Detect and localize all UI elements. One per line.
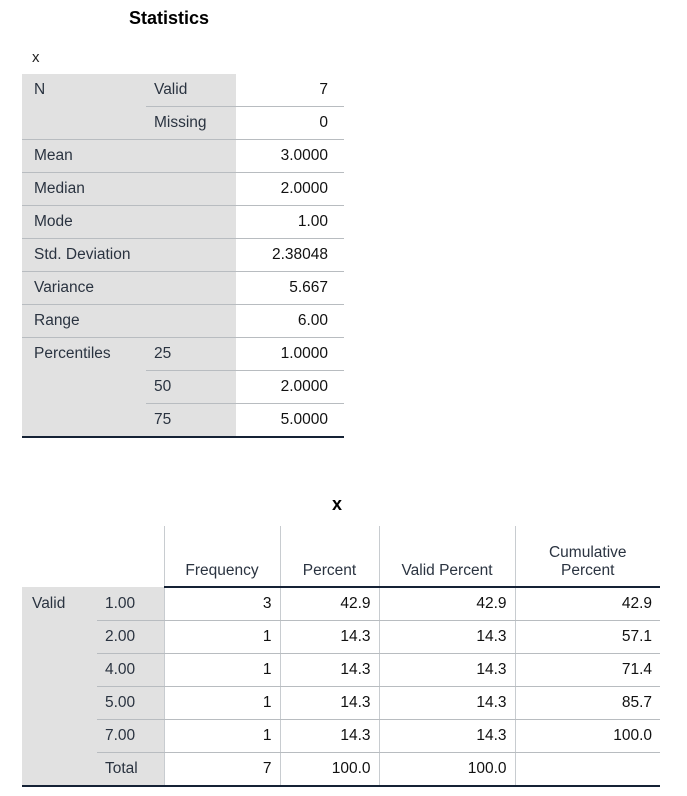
statistics-table (22, 74, 344, 438)
frequency-header-row (22, 526, 660, 587)
row-value: 1.00 (97, 587, 164, 621)
header-cumulative-percent (515, 526, 660, 587)
stats-row-median (22, 173, 344, 206)
mode-label: Mode (22, 206, 236, 239)
stats-row-mean (22, 140, 344, 173)
row-valid-percent: 42.9 (379, 587, 515, 621)
header-percent: Percent (280, 526, 379, 587)
mean-label: Mean (22, 140, 236, 173)
stats-row-std (22, 239, 344, 272)
median-label: Median (22, 173, 236, 206)
header-blank-1 (22, 526, 97, 587)
percentiles-spacer (22, 404, 146, 438)
row-frequency: 7 (164, 753, 280, 787)
row-valid-percent: 14.3 (379, 720, 515, 753)
row-valid-percent: 14.3 (379, 621, 515, 654)
row-percent: 14.3 (280, 654, 379, 687)
stats-row-variance (22, 272, 344, 305)
p25-label: 25 (146, 338, 236, 371)
statistics-variable-label: x (32, 49, 40, 66)
percentiles-spacer (22, 371, 146, 404)
row-valid-percent: 100.0 (379, 753, 515, 787)
p50-value: 2.0000 (236, 371, 344, 404)
row-valid-percent: 14.3 (379, 687, 515, 720)
row-percent: 100.0 (280, 753, 379, 787)
row-percent: 14.3 (280, 621, 379, 654)
valid-value: 7 (236, 74, 344, 107)
row-percent: 14.3 (280, 687, 379, 720)
table-row (22, 587, 660, 621)
header-cumulative-line1: Cumulative (548, 544, 627, 561)
row-frequency: 1 (164, 621, 280, 654)
p75-value: 5.0000 (236, 404, 344, 438)
group-spacer (22, 720, 97, 753)
row-value: 4.00 (97, 654, 164, 687)
stats-row-range (22, 305, 344, 338)
stats-row-mode (22, 206, 344, 239)
row-percent: 14.3 (280, 720, 379, 753)
mean-value: 3.0000 (236, 140, 344, 173)
table-row (22, 621, 660, 654)
row-cumulative: 57.1 (515, 621, 660, 654)
row-frequency: 1 (164, 654, 280, 687)
row-cumulative: 100.0 (515, 720, 660, 753)
header-cumulative-line2: Percent (561, 562, 615, 579)
header-blank-2 (97, 526, 164, 587)
p25-value: 1.0000 (236, 338, 344, 371)
row-cumulative: 42.9 (515, 587, 660, 621)
std-value: 2.38048 (236, 239, 344, 272)
p50-label: 50 (146, 371, 236, 404)
group-spacer (22, 687, 97, 720)
group-spacer (22, 654, 97, 687)
row-percent: 42.9 (280, 587, 379, 621)
group-spacer (22, 621, 97, 654)
p75-label: 75 (146, 404, 236, 438)
row-value: 2.00 (97, 621, 164, 654)
row-value: 7.00 (97, 720, 164, 753)
median-value: 2.0000 (236, 173, 344, 206)
range-value: 6.00 (236, 305, 344, 338)
stats-row-p50 (22, 371, 344, 404)
frequency-title: x (332, 494, 343, 514)
group-label-valid: Valid (22, 587, 97, 621)
stats-row-n-missing (22, 107, 344, 140)
row-frequency: 1 (164, 687, 280, 720)
table-row (22, 654, 660, 687)
stats-row-p75 (22, 404, 344, 438)
table-row-total (22, 753, 660, 787)
header-frequency: Frequency (164, 526, 280, 587)
group-spacer (22, 753, 97, 787)
n-label-spacer (22, 107, 146, 140)
stats-row-p25 (22, 338, 344, 371)
n-label: N (22, 74, 146, 107)
header-valid-percent: Valid Percent (379, 526, 515, 587)
row-cumulative (515, 753, 660, 787)
mode-value: 1.00 (236, 206, 344, 239)
table-row (22, 720, 660, 753)
row-value: Total (97, 753, 164, 787)
missing-label: Missing (146, 107, 236, 140)
std-label: Std. Deviation (22, 239, 236, 272)
range-label: Range (22, 305, 236, 338)
row-value: 5.00 (97, 687, 164, 720)
row-valid-percent: 14.3 (379, 654, 515, 687)
row-cumulative: 85.7 (515, 687, 660, 720)
row-frequency: 3 (164, 587, 280, 621)
table-row (22, 687, 660, 720)
frequency-table (22, 526, 660, 787)
valid-label: Valid (146, 74, 236, 107)
missing-value: 0 (236, 107, 344, 140)
statistics-title: Statistics (129, 8, 210, 28)
row-cumulative: 71.4 (515, 654, 660, 687)
percentiles-label: Percentiles (22, 338, 146, 371)
stats-row-n-valid (22, 74, 344, 107)
variance-label: Variance (22, 272, 236, 305)
variance-value: 5.667 (236, 272, 344, 305)
row-frequency: 1 (164, 720, 280, 753)
